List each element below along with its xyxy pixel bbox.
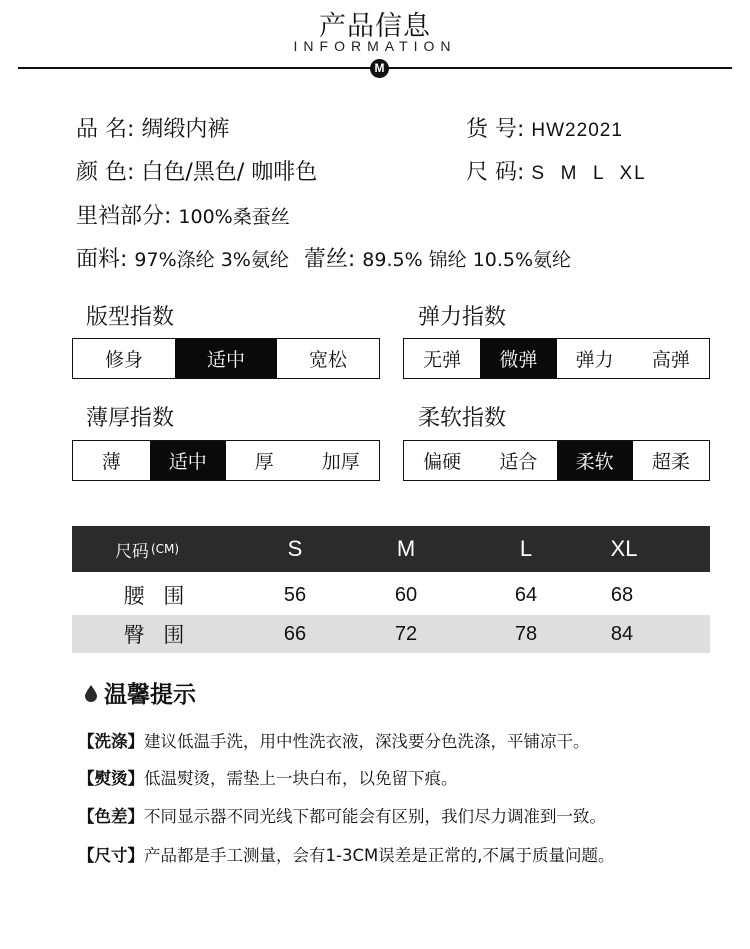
table-cell: 56 [283,583,307,606]
info-fabric [76,242,571,273]
size-label: 尺 码: [466,160,525,185]
lace-label: 蕾丝: [303,247,356,272]
elastic-option-2: 微弹 [480,339,556,378]
fit-index-title: 版型指数 [86,305,175,330]
elastic-index-scale [403,338,710,379]
info-sku [466,112,623,143]
page-title: 产品信息 [319,11,431,42]
thickness-index-title: 薄厚指数 [86,406,175,431]
thickness-option-2: 适中 [150,441,227,480]
size-table-header [72,526,710,572]
thickness-index-scale [72,440,380,481]
elastic-option-3: 弹力 [575,349,614,371]
size-header-s: S [287,536,303,561]
tips-title-text: 温馨提示 [104,682,196,708]
tip-item [78,842,614,866]
thickness-option-4: 加厚 [321,451,360,473]
size-header-unit: (CM) [150,542,180,556]
table-cell: 66 [283,622,307,645]
elastic-index-title: 弹力指数 [418,305,507,330]
table-cell: 60 [394,583,418,606]
softness-option-4: 超柔 [651,451,690,473]
fit-option-3: 宽松 [308,349,347,371]
table-cell: 68 [610,583,634,606]
lining-value: 100%桑蚕丝 [178,206,290,228]
tip-text: 低温熨烫，需垫上一块白布，以免留下痕。 [144,769,458,788]
info-color [76,155,317,186]
fabric-label: 面料: [76,247,128,272]
size-header-label [72,526,222,572]
sku-value: HW22021 [531,120,623,141]
table-cell: 78 [514,622,538,645]
softness-option-1: 偏硬 [423,451,462,473]
softness-option-3: 柔软 [557,441,633,480]
softness-index-scale [403,440,710,481]
table-cell: 64 [514,583,538,606]
tip-tag: 【洗涤】 [78,732,144,751]
name-label: 品 名: [76,117,135,142]
softness-index-title: 柔软指数 [418,406,507,431]
table-row [72,576,710,614]
tip-text: 建议低温手洗，用中性洗衣液，深浅要分色洗涤，平铺凉干。 [144,732,590,751]
tip-item [78,728,590,752]
row-label: 腰 围 [123,584,191,608]
table-row [72,615,710,653]
tip-item [78,803,606,827]
info-name [76,112,229,143]
size-header-xl: XL [610,536,638,561]
info-size [466,155,647,186]
info-lining [76,199,290,230]
size-header-text: 尺码 [114,541,149,562]
color-label: 颜 色: [76,160,135,185]
size-value: S M L XL [531,163,647,184]
page-subtitle: INFORMATION [293,38,457,54]
thickness-option-1: 薄 [101,451,121,473]
tip-tag: 【尺寸】 [78,846,144,865]
sku-label: 货 号: [466,117,525,142]
elastic-option-4: 高弹 [651,349,690,371]
elastic-option-1: 无弹 [423,349,462,371]
row-label: 臀 围 [123,623,191,647]
table-cell: 84 [610,622,634,645]
tip-text: 不同显示器不同光线下都可能会有区别，我们尽力调准到一致。 [144,807,606,826]
tip-tag: 【熨烫】 [78,769,144,788]
water-drop-icon [84,684,98,702]
size-header-m: M [396,536,416,561]
size-header-l: L [519,536,533,561]
name-value: 绸缎内裤 [141,117,230,142]
tips-title [84,676,196,709]
table-cell: 72 [394,622,418,645]
color-value: 白色/黑色/ 咖啡色 [141,160,318,185]
lace-value: 89.5% 锦纶 10.5%氨纶 [362,249,572,271]
fit-option-1: 修身 [104,349,143,371]
softness-option-2: 适合 [499,451,538,473]
fit-option-2: 适中 [175,339,277,378]
thickness-option-3: 厚 [254,451,274,473]
lining-label: 里裆部分: [76,204,172,229]
tip-tag: 【色差】 [78,807,144,826]
tip-item [78,765,458,789]
fit-index-scale [72,338,380,379]
fabric-value: 97%涤纶 3%氨纶 [134,249,289,271]
m-badge-icon: M [370,59,389,78]
tip-text: 产品都是手工测量，会有1-3CM误差是正常的,不属于质量问题。 [144,846,615,865]
